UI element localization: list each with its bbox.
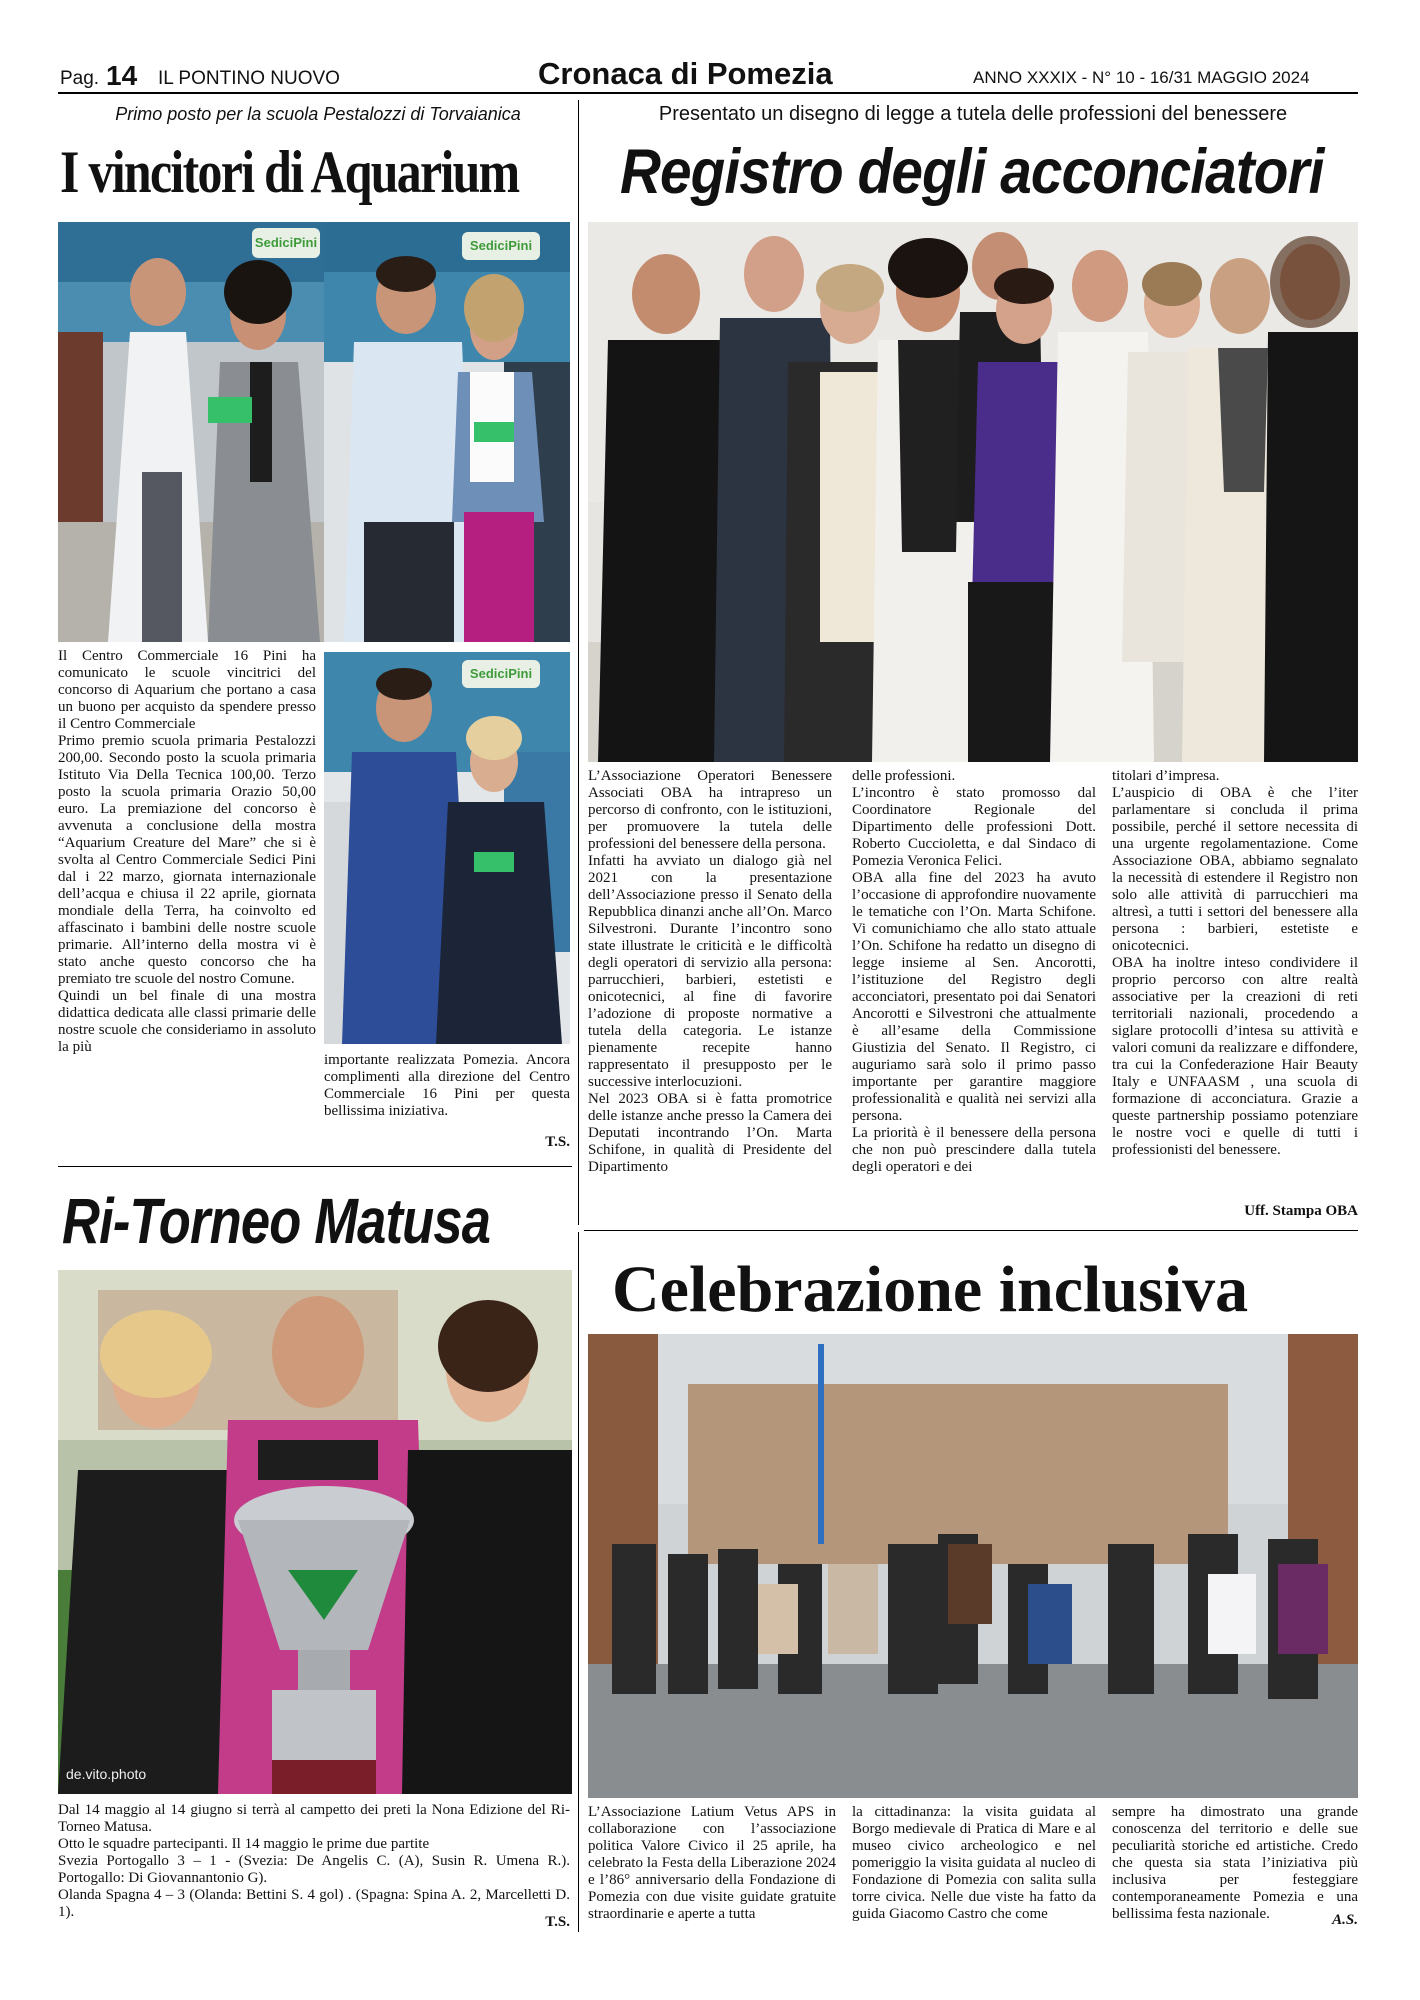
matusa-text — [58, 1802, 570, 1921]
aquarium-signature: T.S. — [545, 1134, 570, 1150]
celebrazione-photo — [588, 1334, 1358, 1798]
registro-paragraph: La priorità è il benessere della persona che non può prescindere dalla tutela degli operatori e dei — [852, 1125, 1096, 1175]
aquarium-sedicipini-banner-1 — [252, 228, 320, 258]
aquarium-sedicipini-banner-2 — [462, 232, 540, 260]
banner-logo-text: SediciPini — [254, 235, 318, 250]
aquarium-photo-1 — [58, 222, 332, 642]
aquarium-text-col1 — [58, 648, 316, 1056]
matusa-line: Olanda Spagna 4 – 3 (Olanda: Bettini S. 4 gol) . (Spagna: Spina A. 2, Marcelletti D. 1). — [58, 1887, 570, 1920]
header-page-number: 14 — [106, 60, 138, 91]
aquarium-text-col2 — [324, 1052, 570, 1120]
header-pag-label: Pag. — [60, 68, 100, 89]
registro-kicker: Presentato un disegno di legge a tutela delle professioni del benessere — [658, 103, 1288, 125]
aquarium-paragraph: Quindi un bel finale di una mostra didattica dedicata alle classi primarie delle nostre scuole che consideriamo in assoluto la più — [58, 988, 316, 1055]
registro-paragraph: Nel 2023 OBA si è fatta promotrice delle istanze anche presso la Camera dei Deputati incontrando l’On. Marta Schifone, in qualità di Presidente del Dipartimento — [588, 1091, 832, 1175]
header-section-title: Cronaca di Pomezia — [538, 56, 833, 91]
aquarium-end-rule — [58, 1166, 572, 1167]
matusa-signature: T.S. — [545, 1914, 570, 1930]
matusa-title: Ri-Torneo Matusa — [62, 1185, 491, 1257]
header-rule — [58, 92, 1358, 94]
celebrazione-paragraph: la cittadinanza: la visita guidata al Borgo medievale di Pratica di Mare e al museo civico archeologico e nel pomeriggio la visita guidata al nucleo di Fondazione di Pomezia con salita sulla torre civica. Nelle due viste ha fatto da guida Giacomo Castro che come — [852, 1804, 1096, 1922]
aquarium-sedicipini-banner-3 — [462, 660, 540, 688]
registro-signature: Uff. Stampa OBA — [1244, 1203, 1358, 1219]
celebrazione-paragraph: sempre ha dimostrato una grande conoscenza del territorio e delle sue peculiarità storiche ed artistiche. Credo che questa sia stata l’iniziativa più inclusiva per festeggiare contemporaneamente Pomezia e una bellissima festa nazionale. — [1112, 1804, 1358, 1922]
aquarium-paragraph: importante realizzata Pomezia. Ancora complimenti alla direzione del Centro Commerciale 16 Pini per questa bellissima iniziativa. — [324, 1052, 570, 1119]
celebrazione-text-col2 — [852, 1804, 1096, 1923]
aquarium-title: I vincitori di Aquarium — [60, 139, 519, 205]
aquarium-photo-3 — [324, 652, 570, 1044]
celebrazione-text-col3 — [1112, 1804, 1358, 1923]
registro-paragraph: delle professioni. — [852, 768, 956, 784]
registro-paragraph: OBA alla fine del 2023 ha avuto l’occasione di approfondire nuovamente le tematiche con l’On. Marta Schifone. Vi comunichiamo che allo stato attuale l’On. Schifone ha redatto un disegno di legge insieme al Sen. Ancorotti, l’istituzione del Registro degli acconciatori, presentato poi dai Senatori Ancorotti e Silvestroni che attualmente è all’esame della Commissione Giustizia del Senato. Il Registro, ci auguriamo sarà solo il primo passo importante per garantire maggiore professionalità e qualità nei servizi alla persona. — [852, 870, 1096, 1124]
registro-paragraph: L’incontro è stato promosso dal Coordinatore Regionale del Dipartimento delle professioni Dott. Roberto Cuccioletta, e dal Sindaco di Pomezia Veronica Felici. — [852, 785, 1096, 869]
registro-paragraph: titolari d’impresa. — [1112, 768, 1220, 784]
registro-end-rule — [584, 1230, 1358, 1231]
registro-paragraph: Infatti ha avviato un dialogo già nel 2021 con la presentazione dell’Associazione presso il Senato della Repubblica dinanzi anche all’On. Marco Silvestroni. Durante l’incontro sono state illustrate le criticità e le difficoltà degli operatori di servizio alla persona: parrucchieri, barbieri, estetisti e onicotecnici, al fine di favorire l’adozione di proposte normative a tutela della categoria. Le istanze pienamente recepite hanno rappresentato il presupposto per le successive interlocuzioni. — [588, 853, 832, 1090]
celebrazione-paragraph: L’Associazione Latium Vetus APS in collaborazione con l’associazione politica Valore Civico il 25 aprile, ha celebrato la Festa della Liberazione 2024 e l’86° anniversario della Fondazione di Pomezia con due visite guidate gratuite straordinarie e aperte a tutta — [588, 1804, 836, 1922]
aquarium-paragraph: Primo premio scuola primaria Pestalozzi 200,00. Secondo posto la scuola primaria Istituto Via Della Tecnica 100,00. Terzo posto la scuola primaria Orazio 50,00 euro. La premiazione del concorso è avvenuta a conclusione della mostra “Aquarium Creature del Mare” che si è svolta al Centro Commerciale Sedici Pini dal i 22 marzo, giornata internazionale dell’acqua e chiusa il 22 aprile, giornata mondiale della Terra, ha coinvolto ed affascinato i bambini delle nostre scuole primarie. All’interno della mostra vi è stato anche questo concorso che ha premiato tre scuole del nostro Comune. — [58, 733, 316, 987]
celebrazione-title: Celebrazione inclusiva — [612, 1253, 1249, 1326]
matusa-photo — [58, 1270, 572, 1794]
column-divider-bottom — [578, 1232, 579, 1932]
registro-text-col2 — [852, 768, 1096, 1176]
header-paper-name: IL PONTINO NUOVO — [158, 68, 340, 89]
aquarium-photo-2 — [324, 222, 570, 642]
registro-paragraph: L’auspicio di OBA è che l’iter parlamentare si concluda il prima possibile, perché il settore necessita di una urgente regolamentazione. Come Associazione OBA, abbiamo segnalato la necessità di estendere il Registro non solo alle attività di parrucchieri ma altresì, a tutti i settori del benessere alla persona : barbieri, estetiste e onicotecnici. — [1112, 785, 1358, 954]
aquarium-paragraph: Il Centro Commerciale 16 Pini ha comunicato le scuole vincitrici del concorso di Aquarium che portano a casa un buono per acquisto da spendere presso il Centro Commerciale — [58, 648, 316, 732]
registro-paragraph: L’Associazione Operatori Benessere Associati OBA ha intrapreso un percorso di confronto, con le istituzioni, per promuovere la tutela delle professioni del benessere della persona. — [588, 768, 832, 852]
celebrazione-signature: A.S. — [1332, 1912, 1358, 1928]
registro-group-photo — [588, 222, 1358, 762]
banner-logo-text: SediciPini — [469, 238, 533, 253]
header-issue: ANNO XXXIX - N° 10 - 16/31 MAGGIO 2024 — [973, 68, 1310, 87]
matusa-line: Dal 14 maggio al 14 giugno si terrà al campetto dei preti la Nona Edizione del Ri-Torneo Matusa. — [58, 1802, 570, 1835]
registro-paragraph: OBA ha inoltre inteso condividere il proprio percorso con altre realtà associative per la creazioni di reti territoriali nazionali, procedendo a siglare protocolli d’intesa su attività e valori comuni da realizzare e diffondere, tra cui la Confederazione Hair Beauty Italy e UNFAASM , una scuola di formazione di acconciatura. Grazie a queste partnership possiamo potenziare le nostre voci e quelle di tutti i professionisti del benessere. — [1112, 955, 1358, 1158]
banner-logo-text: SediciPini — [469, 666, 533, 681]
matusa-line: Svezia Portogallo 3 – 1 - (Svezia: De Angelis C. (A), Susin R. Umena R.). Portogallo: Di Giovannantonio G). — [58, 1853, 570, 1886]
matusa-line: Otto le squadre partecipanti. Il 14 maggio le prime due partite — [58, 1836, 430, 1852]
registro-title: Registro degli acconciatori — [620, 137, 1324, 207]
celebrazione-text-col1 — [588, 1804, 836, 1923]
matusa-photo-credit: de.vito.photo — [66, 1766, 147, 1782]
registro-text-col3 — [1112, 768, 1358, 1159]
column-divider — [578, 100, 579, 1225]
registro-text-col1 — [588, 768, 832, 1176]
aquarium-kicker: Primo posto per la scuola Pestalozzi di Torvaianica — [115, 104, 521, 124]
